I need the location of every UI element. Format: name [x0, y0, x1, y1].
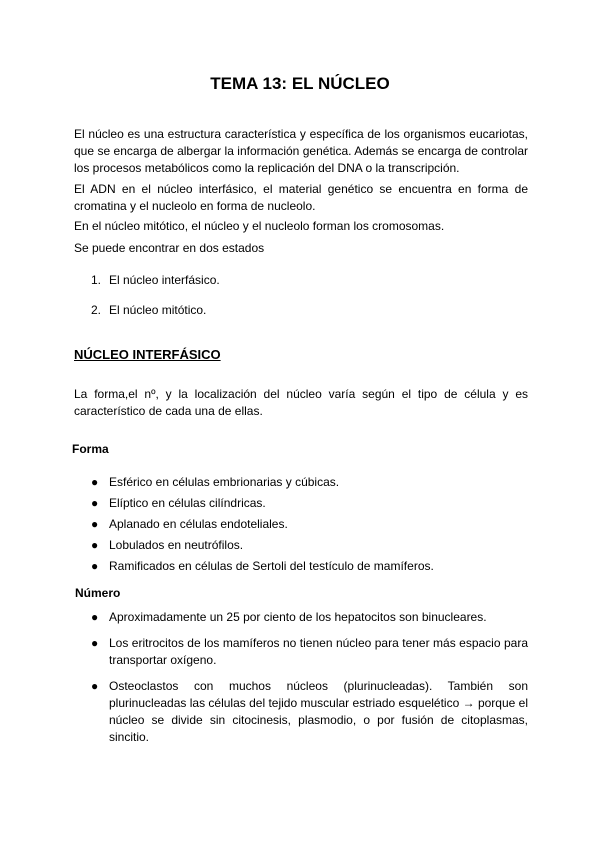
- forma-heading: Forma: [72, 442, 109, 456]
- list-text: El núcleo interfásico.: [109, 273, 220, 287]
- list-text: Aproximadamente un 25 por ciento de los hepatocitos son binucleares.: [109, 610, 487, 624]
- numero-heading: Número: [75, 586, 121, 600]
- list-text: Ramificados en células de Sertoli del testículo de mamíferos.: [109, 559, 434, 573]
- bullet-icon: ●: [91, 559, 99, 573]
- list-item: [91, 272, 528, 289]
- list-item: [91, 558, 528, 575]
- list-text: Esférico en células embrionarias y cúbicas.: [109, 475, 340, 489]
- list-text: Aplanado en células endoteliales.: [109, 517, 288, 531]
- list-item: [91, 474, 528, 491]
- list-text: Los eritrocitos de los mamíferos no tienen núcleo para tener más espacio para transportar oxígeno.: [109, 636, 528, 667]
- section-paragraph: La forma,el nº, y la localización del núcleo varía según el tipo de célula y es característico de cada una de ellas.: [74, 387, 528, 418]
- section-heading: NÚCLEO INTERFÁSICO: [74, 347, 221, 362]
- bullet-icon: ●: [91, 496, 99, 510]
- list-item: [91, 302, 528, 319]
- list-item: [91, 495, 528, 512]
- list-text: Lobulados en neutrófilos.: [109, 538, 244, 552]
- intro-paragraph-2: El ADN en el núcleo interfásico, el material genético se encuentra en forma de cromatina y el nucleolo en forma de nucleolo.: [74, 182, 528, 213]
- bullet-icon: ●: [91, 538, 99, 552]
- list-text: Osteoclastos con muchos núcleos (plurinucleadas). También son plurinucleadas las células del tejido muscular estriado esquelético → porque el núcleo se divide sin citocinesis, plasmodio, o por fusión de citoplasmas, sincitio.: [109, 679, 528, 744]
- list-item: [91, 516, 528, 533]
- bullet-icon: ●: [91, 475, 99, 489]
- bullet-icon: ●: [91, 517, 99, 531]
- list-item: [91, 635, 528, 669]
- bullet-icon: ●: [91, 636, 99, 650]
- page-title: TEMA 13: EL NÚCLEO: [210, 74, 390, 93]
- intro-paragraph-4: Se puede encontrar en dos estados: [74, 241, 265, 255]
- list-item: [91, 678, 528, 746]
- bullet-icon: ●: [91, 679, 99, 693]
- list-text: El núcleo mitótico.: [109, 303, 207, 317]
- list-item: [91, 609, 528, 626]
- intro-paragraph-1: El núcleo es una estructura característica y específica de los organismos eucariotas, que se encarga de albergar la información genética. Además se encarga de controlar los procesos metabólicos como la replicación del DNA o la transcripción.: [74, 127, 528, 175]
- intro-paragraph-3: En el núcleo mitótico, el núcleo y el nucleolo forman los cromosomas.: [74, 219, 445, 233]
- list-text: Elíptico en células cilíndricas.: [109, 496, 266, 510]
- list-number: 1.: [91, 273, 102, 287]
- list-number: 2.: [91, 303, 102, 317]
- bullet-icon: ●: [91, 610, 99, 624]
- list-item: [91, 537, 528, 554]
